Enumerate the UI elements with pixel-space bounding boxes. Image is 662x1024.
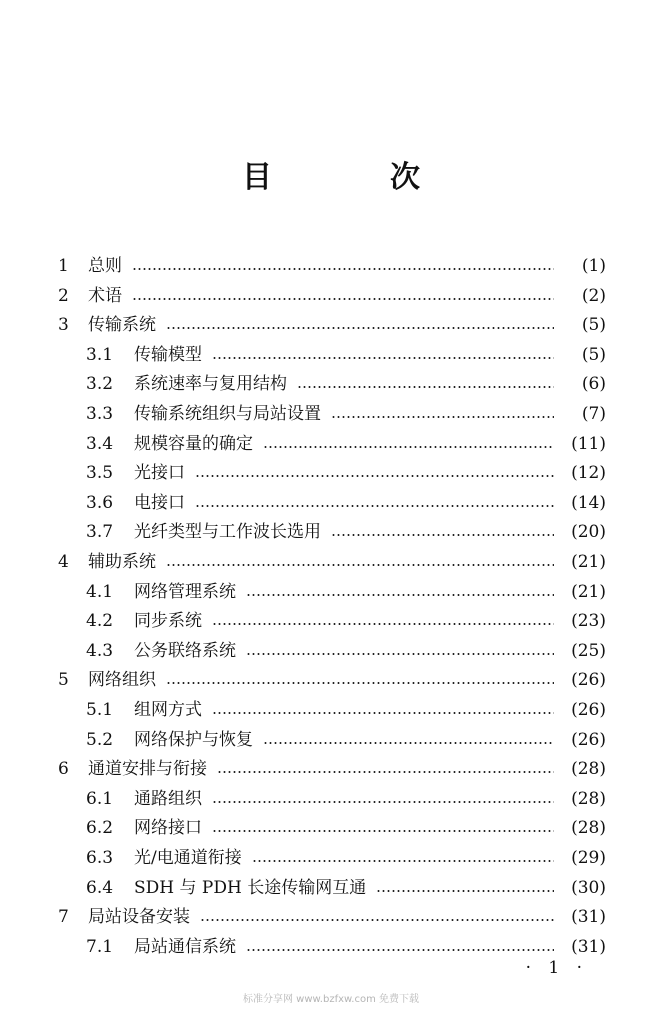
toc-entry-number: 6.2 [86, 818, 114, 838]
toc-dot-leader [246, 949, 554, 951]
toc-entry-page: (14) [571, 493, 606, 513]
toc-entry-number: 1 [58, 256, 69, 276]
toc-entry[interactable] [0, 755, 662, 783]
toc-entry-page: (30) [571, 878, 606, 898]
toc-dot-leader [376, 890, 554, 892]
toc-entry-title: 传输模型 [134, 345, 202, 365]
toc-entry-title: 总则 [88, 256, 122, 276]
toc-entry-page: (23) [571, 611, 606, 631]
toc-entry-page: (6) [581, 374, 606, 394]
toc-entry[interactable] [0, 430, 662, 458]
toc-entry-number: 6.4 [86, 878, 114, 898]
toc-entry[interactable] [0, 874, 662, 902]
toc-entry[interactable] [0, 341, 662, 369]
toc-entry-page: (12) [571, 463, 606, 483]
toc-dot-leader [212, 712, 554, 714]
toc-entry-title: 局站通信系统 [134, 937, 236, 957]
toc-entry-page: (26) [571, 700, 606, 720]
toc-entry-title: 通路组织 [134, 789, 202, 809]
toc-entry-number: 3.2 [86, 374, 114, 394]
toc-entry-number: 5.1 [86, 700, 114, 720]
toc-dot-leader [212, 801, 554, 803]
toc-entry-page: (7) [581, 404, 606, 424]
toc-entry-title: 网络管理系统 [134, 582, 236, 602]
toc-entry[interactable] [0, 370, 662, 398]
toc-dot-leader [263, 446, 554, 448]
toc-dot-leader [200, 919, 554, 921]
toc-dot-leader [246, 653, 554, 655]
toc-entry-page: (28) [571, 789, 606, 809]
toc-entry-number: 3 [58, 315, 69, 335]
toc-entry[interactable] [0, 844, 662, 872]
toc-dot-leader [246, 594, 554, 596]
toc-entry-title: 同步系统 [134, 611, 202, 631]
toc-entry[interactable] [0, 400, 662, 428]
toc-entry[interactable] [0, 607, 662, 635]
toc-entry-page: (5) [581, 345, 606, 365]
toc-entry-title: 公务联络系统 [134, 641, 236, 661]
toc-entry[interactable] [0, 489, 662, 517]
toc-entry-number: 3.4 [86, 434, 114, 454]
toc-entry-number: 3.7 [86, 522, 114, 542]
toc-entry-number: 4.1 [86, 582, 114, 602]
toc-dot-leader [195, 475, 554, 477]
toc-dot-leader [331, 534, 554, 536]
toc-entry-number: 7.1 [86, 937, 114, 957]
toc-entry-title: 组网方式 [134, 700, 202, 720]
page-title: 目 次 [242, 160, 464, 195]
toc-entry-title: 传输系统组织与局站设置 [134, 404, 321, 424]
toc-dot-leader [297, 386, 554, 388]
page-number-text: · 1 · [525, 958, 588, 978]
toc-entry-page: (29) [571, 848, 606, 868]
toc-entry-number: 6.1 [86, 789, 114, 809]
toc-entry-number: 4 [58, 552, 69, 572]
toc-entry-title: 局站设备安装 [88, 907, 190, 927]
toc-entry[interactable] [0, 785, 662, 813]
toc-entry[interactable] [0, 311, 662, 339]
toc-entry-title: 规模容量的确定 [134, 434, 253, 454]
toc-entry-title: 网络接口 [134, 818, 202, 838]
toc-dot-leader [212, 623, 554, 625]
toc-entry-title: 传输系统 [88, 315, 156, 335]
toc-entry[interactable] [0, 933, 662, 961]
toc-entry-page: (28) [571, 759, 606, 779]
toc-entry-number: 3.6 [86, 493, 114, 513]
toc-dot-leader [195, 505, 554, 507]
toc-entry-number: 7 [58, 907, 69, 927]
toc-entry-title: 光/电通道衔接 [134, 848, 242, 868]
toc-entry-page: (2) [581, 286, 606, 306]
toc-dot-leader [252, 860, 554, 862]
toc-dot-leader [166, 327, 554, 329]
toc-entry-number: 4.2 [86, 611, 114, 631]
toc-entry-title: 网络组织 [88, 670, 156, 690]
toc-entry-page: (25) [571, 641, 606, 661]
toc-dot-leader [132, 268, 554, 270]
toc-entry-title: 光接口 [134, 463, 185, 483]
toc-entry-title: 术语 [88, 286, 122, 306]
toc-entry-title: SDH 与 PDH 长途传输网互通 [134, 878, 367, 898]
toc-entry-page: (21) [571, 552, 606, 572]
toc-entry-page: (21) [571, 582, 606, 602]
toc-entry[interactable] [0, 252, 662, 280]
toc-entry[interactable] [0, 459, 662, 487]
toc-entry[interactable] [0, 666, 662, 694]
toc-entry-page: (26) [571, 670, 606, 690]
toc-entry[interactable] [0, 637, 662, 665]
toc-dot-leader [263, 742, 554, 744]
toc-entry-number: 2 [58, 286, 69, 306]
toc-entry[interactable] [0, 282, 662, 310]
toc-entry-title: 辅助系统 [88, 552, 156, 572]
toc-dot-leader [217, 771, 554, 773]
toc-entry-title: 通道安排与衔接 [88, 759, 207, 779]
watermark: 标准分享网 www.bzfxw.com 免费下载 [243, 994, 419, 1005]
toc-entry-page: (26) [571, 730, 606, 750]
toc-dot-leader [212, 830, 554, 832]
toc-dot-leader [132, 298, 554, 300]
page-number [0, 958, 662, 978]
toc-dot-leader [166, 682, 554, 684]
toc-entry[interactable] [0, 578, 662, 606]
toc-entry-page: (31) [571, 907, 606, 927]
toc-entry-number: 3.5 [86, 463, 114, 483]
toc-entry[interactable] [0, 903, 662, 931]
toc-entry-page: (31) [571, 937, 606, 957]
toc-entry-title: 电接口 [134, 493, 185, 513]
toc-entry[interactable] [0, 814, 662, 842]
toc-entry-page: (11) [571, 434, 606, 454]
toc-entry-number: 6.3 [86, 848, 114, 868]
toc-entry-page: (28) [571, 818, 606, 838]
toc-entry-number: 5.2 [86, 730, 114, 750]
toc-entry-title: 系统速率与复用结构 [134, 374, 287, 394]
toc-entry-number: 6 [58, 759, 69, 779]
toc-entry-number: 5 [58, 670, 69, 690]
toc-entry[interactable] [0, 696, 662, 724]
toc-dot-leader [166, 564, 554, 566]
toc-entry-number: 3.1 [86, 345, 114, 365]
toc-dot-leader [331, 416, 554, 418]
toc-entry-title: 光纤类型与工作波长选用 [134, 522, 321, 542]
toc-entry-page: (5) [581, 315, 606, 335]
toc-entry-number: 3.3 [86, 404, 114, 424]
toc-entry-page: (1) [581, 256, 606, 276]
toc-entry-page: (20) [571, 522, 606, 542]
toc-dot-leader [212, 357, 554, 359]
toc-entry[interactable] [0, 548, 662, 576]
toc-entry-number: 4.3 [86, 641, 114, 661]
toc-entry[interactable] [0, 518, 662, 546]
toc-entry-title: 网络保护与恢复 [134, 730, 253, 750]
toc-entry[interactable] [0, 726, 662, 754]
